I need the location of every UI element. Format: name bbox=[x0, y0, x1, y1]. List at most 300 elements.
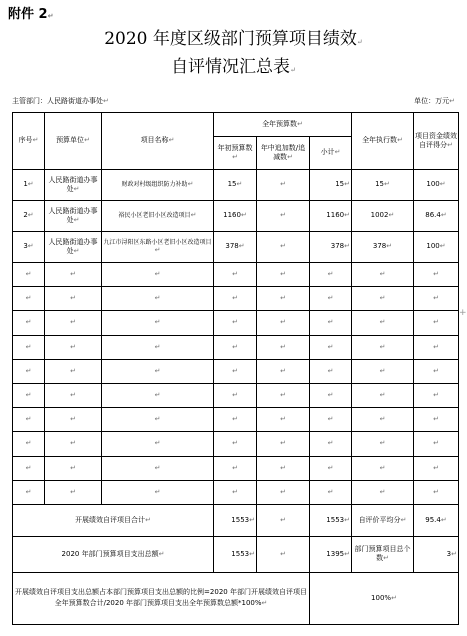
empty-cell bbox=[310, 408, 352, 432]
empty-cell bbox=[13, 263, 45, 287]
paragraph-mark: ↵ bbox=[280, 242, 286, 251]
paragraph-mark: ↵ bbox=[384, 180, 390, 189]
empty-cell bbox=[352, 408, 414, 432]
cell-text: 100 bbox=[426, 180, 440, 189]
empty-cell bbox=[414, 311, 459, 335]
empty-cell bbox=[352, 311, 414, 335]
paragraph-mark: ↵ bbox=[238, 242, 245, 251]
paragraph-mark: ↵ bbox=[25, 270, 32, 279]
cell-text: 15 bbox=[375, 180, 385, 189]
empty-cell bbox=[102, 263, 214, 287]
empty-cell bbox=[13, 432, 45, 456]
empty-cell bbox=[352, 456, 414, 480]
empty-cell bbox=[13, 287, 45, 311]
paragraph-mark: ↵ bbox=[70, 366, 76, 375]
paragraph-mark: ↵ bbox=[154, 342, 161, 351]
budget-total-row bbox=[13, 536, 459, 572]
empty-row bbox=[13, 408, 459, 432]
paragraph-mark: ↵ bbox=[280, 415, 286, 424]
paragraph-mark: ↵ bbox=[25, 439, 32, 448]
paragraph-mark: ↵ bbox=[25, 415, 32, 424]
empty-cell bbox=[414, 408, 459, 432]
paragraph-mark: ↵ bbox=[70, 270, 76, 279]
cell-text: 1395 bbox=[326, 549, 345, 558]
average-value bbox=[414, 504, 459, 536]
cell-initial bbox=[214, 232, 257, 263]
paragraph-mark: ↵ bbox=[344, 180, 350, 189]
paragraph-mark: ↵ bbox=[232, 415, 238, 424]
empty-cell bbox=[45, 383, 102, 407]
empty-cell bbox=[352, 383, 414, 407]
empty-row bbox=[13, 335, 459, 359]
budget-total-label bbox=[13, 536, 214, 572]
table-row bbox=[13, 201, 459, 232]
paragraph-mark: ↵ bbox=[236, 180, 243, 189]
empty-cell bbox=[257, 480, 310, 504]
paragraph-mark: ↵ bbox=[25, 318, 32, 327]
cell-mid bbox=[257, 170, 310, 201]
cell-executed bbox=[352, 201, 414, 232]
header-seq: 序号↵ bbox=[13, 113, 45, 170]
paragraph-mark: ↵ bbox=[154, 246, 161, 255]
average-label bbox=[352, 504, 414, 536]
empty-cell bbox=[45, 456, 102, 480]
paragraph-mark: ↵ bbox=[280, 180, 286, 189]
cell-text: 1553 bbox=[326, 515, 345, 524]
empty-cell bbox=[13, 408, 45, 432]
cell-text: 1160 bbox=[326, 211, 345, 220]
paragraph-mark: ↵ bbox=[379, 318, 386, 327]
cell-project bbox=[102, 201, 214, 232]
paragraph-mark: ↵ bbox=[433, 318, 439, 327]
paragraph-mark: ↵ bbox=[70, 487, 76, 496]
paragraph-mark: ↵ bbox=[73, 216, 80, 224]
paragraph-mark: ↵ bbox=[27, 180, 34, 189]
empty-cell bbox=[214, 335, 257, 359]
paragraph-mark: ↵ bbox=[386, 242, 393, 251]
header-annual-budget: 全年预算数↵ bbox=[214, 113, 352, 137]
cell-text: 人民路街道办事处 bbox=[48, 237, 98, 255]
paragraph-mark: ↵ bbox=[280, 549, 286, 558]
empty-cell bbox=[352, 287, 414, 311]
empty-cell bbox=[257, 263, 310, 287]
empty-cell bbox=[257, 359, 310, 383]
paragraph-mark: ↵ bbox=[400, 515, 407, 524]
total-initial bbox=[214, 504, 257, 536]
empty-cell bbox=[13, 480, 45, 504]
paragraph-mark: ↵ bbox=[391, 593, 397, 602]
annex-label: 附件 2↵ bbox=[8, 7, 54, 22]
paragraph-mark: ↵ bbox=[280, 515, 286, 524]
project-count-label bbox=[352, 536, 414, 572]
cell-subtotal bbox=[310, 232, 352, 263]
paragraph-mark: ↵ bbox=[154, 366, 161, 375]
cell-text: 378 bbox=[225, 242, 239, 251]
empty-cell bbox=[310, 480, 352, 504]
unit-label: 单位：万元↵ bbox=[414, 97, 455, 105]
paragraph-mark: ↵ bbox=[327, 439, 334, 448]
header-mid: 年中追加数/追减数↵ bbox=[257, 137, 310, 170]
paragraph-mark: ↵ bbox=[439, 242, 446, 251]
cell-unit bbox=[45, 201, 102, 232]
empty-cell bbox=[310, 383, 352, 407]
cell-project bbox=[102, 232, 214, 263]
empty-cell bbox=[102, 432, 214, 456]
cell-executed bbox=[352, 232, 414, 263]
paragraph-mark: ↵ bbox=[190, 211, 197, 220]
cell-mid bbox=[257, 232, 310, 263]
paragraph-mark: ↵ bbox=[27, 211, 34, 220]
paragraph-mark: ↵ bbox=[154, 390, 161, 399]
paragraph-mark: ↵ bbox=[327, 270, 334, 279]
paragraph-mark: ↵ bbox=[344, 549, 350, 558]
paragraph-mark: ↵ bbox=[70, 294, 76, 303]
cell-text: 3 bbox=[23, 242, 28, 251]
cell-seq bbox=[13, 170, 45, 201]
empty-cell bbox=[13, 359, 45, 383]
empty-cell bbox=[45, 335, 102, 359]
cell-unit bbox=[45, 232, 102, 263]
paragraph-mark: ↵ bbox=[433, 463, 439, 472]
empty-cell bbox=[13, 335, 45, 359]
paragraph-mark: ↵ bbox=[280, 390, 286, 399]
empty-row bbox=[13, 383, 459, 407]
cell-text: 100% bbox=[371, 593, 392, 602]
total-mid bbox=[257, 504, 310, 536]
cell-seq bbox=[13, 232, 45, 263]
paragraph-mark: ↵ bbox=[70, 415, 76, 424]
empty-cell bbox=[214, 383, 257, 407]
paragraph-mark: ↵ bbox=[27, 242, 34, 251]
paragraph-mark: ↵ bbox=[249, 515, 255, 524]
empty-cell bbox=[310, 432, 352, 456]
cell-text: 95.4 bbox=[425, 515, 441, 524]
table-row bbox=[13, 170, 459, 201]
paragraph-mark: ↵ bbox=[433, 487, 439, 496]
empty-cell bbox=[102, 456, 214, 480]
empty-cell bbox=[45, 359, 102, 383]
paragraph-mark: ↵ bbox=[240, 211, 247, 220]
empty-cell bbox=[45, 480, 102, 504]
cell-initial bbox=[214, 201, 257, 232]
paragraph-mark: ↵ bbox=[25, 342, 32, 351]
cell-text: 2020 年部门预算项目支出总额 bbox=[61, 549, 159, 558]
paragraph-mark: ↵ bbox=[280, 366, 286, 375]
paragraph-mark: ↵ bbox=[433, 366, 439, 375]
paragraph-mark: ↵ bbox=[154, 318, 161, 327]
paragraph-mark: ↵ bbox=[280, 294, 286, 303]
paragraph-mark: ↵ bbox=[158, 549, 165, 558]
empty-cell bbox=[102, 287, 214, 311]
empty-cell bbox=[310, 311, 352, 335]
empty-cell bbox=[45, 408, 102, 432]
paragraph-mark: ↵ bbox=[232, 270, 238, 279]
project-count-value bbox=[414, 536, 459, 572]
paragraph-mark: ↵ bbox=[433, 439, 439, 448]
paragraph-mark: ↵ bbox=[433, 294, 439, 303]
paragraph-mark: ↵ bbox=[433, 342, 439, 351]
paragraph-mark: ↵ bbox=[280, 342, 286, 351]
empty-cell bbox=[257, 335, 310, 359]
empty-cell bbox=[310, 359, 352, 383]
paragraph-mark: ↵ bbox=[433, 415, 439, 424]
empty-cell bbox=[45, 263, 102, 287]
department-label: 主管部门：人民路街道办事处↵ bbox=[12, 97, 109, 105]
empty-cell bbox=[310, 287, 352, 311]
paragraph-mark: ↵ bbox=[187, 180, 194, 189]
cell-text: 100 bbox=[426, 242, 440, 251]
cell-text: 财政对村级组织防力补助 bbox=[121, 181, 188, 189]
paragraph-mark: ↵ bbox=[327, 390, 334, 399]
header-executed: 全年执行数↵ bbox=[352, 113, 414, 170]
paragraph-mark: ↵ bbox=[232, 439, 238, 448]
table-add-icon[interactable]: + bbox=[459, 308, 467, 318]
paragraph-mark: ↵ bbox=[379, 342, 386, 351]
paragraph-mark: ↵ bbox=[154, 487, 161, 496]
paragraph-mark: ↵ bbox=[280, 270, 286, 279]
empty-row bbox=[13, 263, 459, 287]
cell-score bbox=[414, 170, 459, 201]
paragraph-mark: ↵ bbox=[154, 439, 161, 448]
paragraph-mark: ↵ bbox=[327, 318, 334, 327]
empty-cell bbox=[45, 287, 102, 311]
empty-cell bbox=[257, 311, 310, 335]
cell-text: 开展绩效自评项目支出总额占本部门预算项目支出总额的比例=2020 年部门开展绩效自评项目全年预算数合计/2020 年部门预算项目支出全年预算数总额*100% bbox=[15, 588, 307, 608]
paragraph-mark: ↵ bbox=[70, 318, 76, 327]
empty-cell bbox=[102, 480, 214, 504]
empty-cell bbox=[352, 335, 414, 359]
paragraph-mark: ↵ bbox=[232, 487, 238, 496]
empty-cell bbox=[257, 456, 310, 480]
paragraph-mark: ↵ bbox=[280, 439, 286, 448]
paragraph-mark: ↵ bbox=[154, 463, 161, 472]
empty-cell bbox=[414, 263, 459, 287]
paragraph-mark: ↵ bbox=[379, 294, 386, 303]
empty-cell bbox=[257, 432, 310, 456]
paragraph-mark: ↵ bbox=[232, 342, 238, 351]
paragraph-mark: ↵ bbox=[70, 439, 76, 448]
cell-text: 开展绩效自评项目合计 bbox=[75, 515, 146, 524]
paragraph-mark: ↵ bbox=[261, 599, 268, 608]
paragraph-mark: ↵ bbox=[25, 487, 32, 496]
empty-cell bbox=[214, 359, 257, 383]
empty-cell bbox=[352, 263, 414, 287]
paragraph-mark: ↵ bbox=[154, 294, 161, 303]
paragraph-mark: ↵ bbox=[327, 415, 334, 424]
paragraph-mark: ↵ bbox=[25, 294, 32, 303]
cell-subtotal bbox=[310, 170, 352, 201]
cell-text: 3 bbox=[446, 549, 452, 558]
empty-cell bbox=[257, 383, 310, 407]
ratio-row bbox=[13, 572, 459, 624]
cell-seq bbox=[13, 201, 45, 232]
empty-cell bbox=[414, 456, 459, 480]
paragraph-mark: ↵ bbox=[327, 463, 334, 472]
empty-row bbox=[13, 480, 459, 504]
paragraph-mark: ↵ bbox=[383, 554, 389, 563]
paragraph-mark: ↵ bbox=[327, 294, 334, 303]
cell-executed bbox=[352, 170, 414, 201]
cell-text: 1553 bbox=[231, 549, 250, 558]
empty-cell bbox=[310, 263, 352, 287]
paragraph-mark: ↵ bbox=[70, 463, 76, 472]
cell-text: 378 bbox=[330, 242, 345, 251]
empty-cell bbox=[102, 383, 214, 407]
empty-cell bbox=[352, 432, 414, 456]
header-project: 项目名称↵ bbox=[102, 113, 214, 170]
cell-project bbox=[102, 170, 214, 201]
empty-cell bbox=[257, 408, 310, 432]
empty-row bbox=[13, 432, 459, 456]
empty-row bbox=[13, 359, 459, 383]
ratio-label bbox=[13, 572, 310, 624]
header-score: 项目资金绩效自评得分↵ bbox=[414, 113, 459, 170]
paragraph-mark: ↵ bbox=[433, 270, 439, 279]
empty-cell bbox=[214, 480, 257, 504]
cell-mid bbox=[257, 201, 310, 232]
paragraph-mark: ↵ bbox=[344, 211, 350, 220]
cell-text: 378 bbox=[372, 242, 387, 251]
paragraph-mark: ↵ bbox=[249, 549, 255, 558]
empty-cell bbox=[102, 408, 214, 432]
ratio-value bbox=[310, 572, 459, 624]
paragraph-mark: ↵ bbox=[379, 439, 386, 448]
paragraph-mark: ↵ bbox=[344, 515, 350, 524]
paragraph-mark: ↵ bbox=[379, 463, 386, 472]
paragraph-mark: ↵ bbox=[440, 211, 447, 220]
paragraph-mark: ↵ bbox=[154, 415, 161, 424]
budget-mid bbox=[257, 536, 310, 572]
table-body bbox=[13, 113, 459, 625]
paragraph-mark: ↵ bbox=[154, 270, 161, 279]
cell-text: 2 bbox=[23, 211, 28, 220]
paragraph-mark: ↵ bbox=[379, 390, 386, 399]
empty-row bbox=[13, 287, 459, 311]
cell-text: 人民路街道办事处 bbox=[48, 175, 98, 193]
total-label bbox=[13, 504, 214, 536]
empty-cell bbox=[214, 432, 257, 456]
paragraph-mark: ↵ bbox=[232, 390, 238, 399]
paragraph-mark: ↵ bbox=[232, 294, 238, 303]
total-subtotal bbox=[310, 504, 352, 536]
empty-cell bbox=[257, 287, 310, 311]
cell-text: 1553 bbox=[231, 515, 250, 524]
empty-cell bbox=[102, 359, 214, 383]
cell-text: 1 bbox=[23, 180, 28, 189]
cell-subtotal bbox=[310, 201, 352, 232]
header-unit: 预算单位↵ bbox=[45, 113, 102, 170]
paragraph-mark: ↵ bbox=[70, 342, 76, 351]
paragraph-mark: ↵ bbox=[433, 390, 439, 399]
cell-score bbox=[414, 201, 459, 232]
header-initial: 年初预算数↵ bbox=[214, 137, 257, 170]
cell-score bbox=[414, 232, 459, 263]
paragraph-mark: ↵ bbox=[327, 366, 334, 375]
paragraph-mark: ↵ bbox=[280, 318, 286, 327]
paragraph-mark: ↵ bbox=[73, 185, 80, 193]
empty-cell bbox=[13, 311, 45, 335]
paragraph-mark: ↵ bbox=[25, 366, 32, 375]
cell-text: 裕民小区老旧小区改造项目 bbox=[118, 212, 191, 220]
empty-cell bbox=[414, 432, 459, 456]
paragraph-mark: ↵ bbox=[232, 318, 238, 327]
cell-text: 15 bbox=[335, 180, 345, 189]
paragraph-mark: ↵ bbox=[440, 515, 447, 524]
cell-text: 人民路街道办事处 bbox=[48, 206, 98, 224]
empty-cell bbox=[45, 311, 102, 335]
paragraph-mark: ↵ bbox=[327, 342, 334, 351]
empty-cell bbox=[102, 311, 214, 335]
empty-cell bbox=[310, 456, 352, 480]
cell-text: 1160 bbox=[223, 211, 241, 220]
cell-text: 部门预算项目总个数 bbox=[354, 545, 411, 563]
paragraph-mark: ↵ bbox=[379, 415, 386, 424]
paragraph-mark: ↵ bbox=[344, 242, 350, 251]
empty-cell bbox=[214, 456, 257, 480]
empty-cell bbox=[13, 456, 45, 480]
paragraph-mark: ↵ bbox=[232, 463, 238, 472]
paragraph-mark: ↵ bbox=[451, 549, 457, 558]
empty-cell bbox=[414, 383, 459, 407]
cell-text: 86.4 bbox=[425, 211, 441, 220]
empty-cell bbox=[214, 408, 257, 432]
paragraph-mark: ↵ bbox=[280, 463, 286, 472]
budget-initial bbox=[214, 536, 257, 572]
paragraph-mark: ↵ bbox=[280, 487, 286, 496]
paragraph-mark: ↵ bbox=[73, 247, 80, 255]
paragraph-mark: ↵ bbox=[25, 463, 32, 472]
cell-initial bbox=[214, 170, 257, 201]
cell-unit bbox=[45, 170, 102, 201]
budget-subtotal bbox=[310, 536, 352, 572]
summary-table bbox=[12, 112, 459, 625]
paragraph-mark: ↵ bbox=[70, 390, 76, 399]
paragraph-mark: ↵ bbox=[25, 390, 32, 399]
paragraph-mark: ↵ bbox=[439, 180, 446, 189]
empty-cell bbox=[352, 480, 414, 504]
empty-cell bbox=[102, 335, 214, 359]
empty-cell bbox=[45, 432, 102, 456]
empty-cell bbox=[214, 287, 257, 311]
paragraph-mark: ↵ bbox=[379, 487, 386, 496]
empty-cell bbox=[414, 287, 459, 311]
paragraph-mark: ↵ bbox=[379, 270, 386, 279]
empty-row bbox=[13, 456, 459, 480]
empty-cell bbox=[13, 383, 45, 407]
empty-cell bbox=[214, 311, 257, 335]
paragraph-mark: ↵ bbox=[388, 211, 395, 220]
header-subtotal: 小计↵ bbox=[310, 137, 352, 170]
empty-cell bbox=[310, 335, 352, 359]
cell-text: 自评价平均分 bbox=[358, 515, 401, 524]
cell-text: 1002 bbox=[370, 211, 389, 220]
cell-text: 九江市浔阳区东路小区老旧小区改造项目 bbox=[103, 238, 212, 246]
empty-cell bbox=[214, 263, 257, 287]
paragraph-mark: ↵ bbox=[327, 487, 334, 496]
page-title-line1: 2020 年度区级部门预算项目绩效↵ bbox=[104, 29, 363, 49]
paragraph-mark: ↵ bbox=[280, 211, 286, 220]
empty-row bbox=[13, 311, 459, 335]
paragraph-mark: ↵ bbox=[232, 366, 238, 375]
page-title-line2: 自评情况汇总表↵ bbox=[171, 57, 296, 77]
empty-cell bbox=[414, 359, 459, 383]
cell-text: 15 bbox=[227, 180, 237, 189]
empty-cell bbox=[414, 335, 459, 359]
paragraph-mark: ↵ bbox=[145, 515, 151, 524]
table-row bbox=[13, 232, 459, 263]
paragraph-mark: ↵ bbox=[379, 366, 386, 375]
empty-cell bbox=[352, 359, 414, 383]
